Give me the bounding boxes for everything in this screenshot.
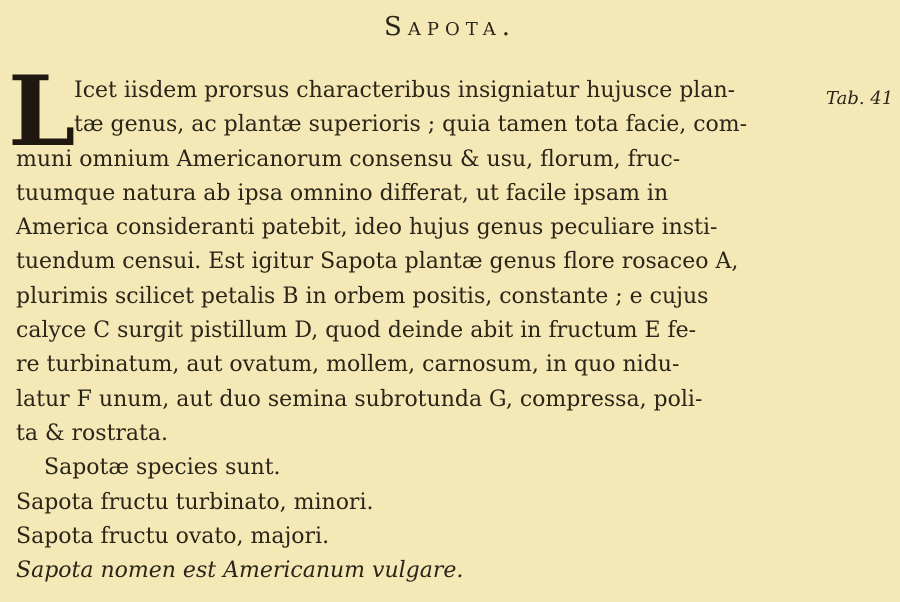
text-line: calyce C surgit pistillum D, quod deinde abit in fructum E fe- bbox=[16, 318, 697, 344]
closing-note: Sapota nomen est Americanum vulgare. bbox=[16, 558, 464, 584]
text-line: America consideranti patebit, ideo hujus genus peculiare insti- bbox=[16, 215, 718, 241]
text-line: tuumque natura ab ipsa omnino differat, ut facile ipsam in bbox=[16, 180, 669, 206]
species-heading: Sapotæ species sunt. bbox=[44, 455, 281, 481]
text-line: re turbinatum, aut ovatum, mollem, carnosum, in quo nidu- bbox=[16, 352, 680, 378]
text-line: Icet iisdem prorsus characteribus insigniatur hujusce plan- bbox=[74, 78, 736, 103]
body-text bbox=[16, 74, 826, 588]
text-line: tæ genus, ac plantæ superioris ; quia tamen tota facie, com- bbox=[74, 112, 748, 138]
text-line: tuendum censui. Est igitur Sapota plantæ genus flore rosaceo A, bbox=[16, 249, 739, 275]
margin-note: Tab. 41 bbox=[826, 88, 894, 109]
text-line: latur F unum, aut duo semina subrotunda G, compressa, poli- bbox=[16, 386, 703, 412]
drop-cap: L bbox=[8, 55, 76, 168]
text-line: muni omnium Americanorum consensu & usu, florum, fruc- bbox=[16, 146, 681, 172]
text-line: ta & rostrata. bbox=[16, 420, 169, 446]
species-item: Sapota fructu turbinato, minori. bbox=[16, 489, 374, 515]
page-title: Sapota. bbox=[384, 12, 516, 42]
text-line: plurimis scilicet petalis B in orbem positis, constante ; e cujus bbox=[16, 283, 709, 309]
species-item: Sapota fructu ovato, majori. bbox=[16, 523, 330, 549]
